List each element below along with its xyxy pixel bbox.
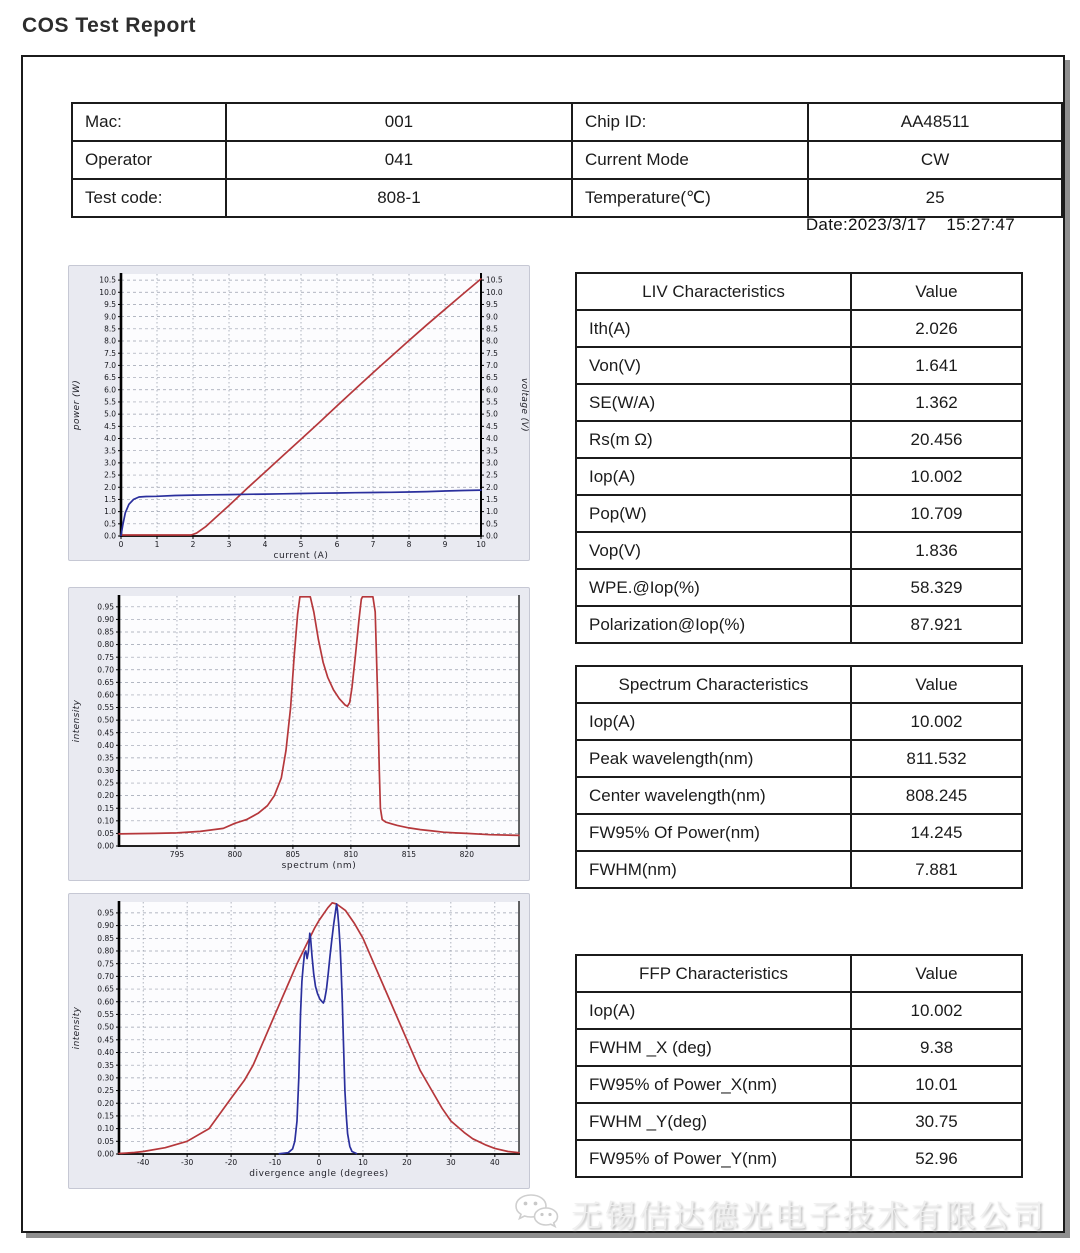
characteristic-label: Von(V) [576, 347, 851, 384]
table-row [576, 992, 1022, 1029]
characteristic-value: 14.245 [851, 814, 1022, 851]
svg-text:4.0: 4.0 [104, 434, 116, 444]
svg-text:0.05: 0.05 [97, 829, 114, 839]
svg-text:810: 810 [343, 850, 359, 859]
characteristic-label: Rs(m Ω) [576, 421, 851, 458]
svg-text:5.5: 5.5 [104, 397, 116, 407]
test-code-label: Test code: [72, 179, 226, 217]
svg-text:0.85: 0.85 [97, 627, 114, 637]
characteristic-value: 1.362 [851, 384, 1022, 421]
svg-text:1.5: 1.5 [486, 495, 498, 505]
svg-text:0.25: 0.25 [97, 1086, 114, 1096]
svg-text:30: 30 [446, 1158, 456, 1167]
svg-text:power (W): power (W) [72, 379, 82, 431]
svg-text:8.0: 8.0 [486, 336, 498, 346]
characteristic-value: 10.002 [851, 458, 1022, 495]
svg-text:4.5: 4.5 [104, 421, 116, 431]
table-row [576, 532, 1022, 569]
svg-text:9.5: 9.5 [486, 300, 498, 310]
svg-text:0.85: 0.85 [97, 933, 114, 943]
svg-text:795: 795 [169, 850, 185, 859]
svg-text:9.0: 9.0 [104, 312, 116, 322]
svg-text:0.15: 0.15 [97, 803, 114, 813]
liv-characteristics-table [575, 272, 1023, 644]
svg-text:5: 5 [298, 540, 304, 549]
svg-text:5.0: 5.0 [104, 409, 116, 419]
svg-text:0.05: 0.05 [97, 1136, 114, 1146]
svg-text:0.70: 0.70 [97, 665, 114, 675]
table-row [576, 495, 1022, 532]
characteristic-label: FWHM _Y(deg) [576, 1103, 851, 1140]
value-column-header: Value [851, 955, 1022, 992]
table-header-row [576, 666, 1022, 703]
table-row [72, 179, 1062, 217]
characteristic-value: 10.002 [851, 992, 1022, 1029]
test-code-value: 808-1 [226, 179, 572, 217]
svg-text:0.20: 0.20 [97, 791, 114, 801]
svg-text:0.50: 0.50 [97, 715, 114, 725]
characteristic-label: FW95% of Power_X(nm) [576, 1066, 851, 1103]
svg-text:2: 2 [190, 540, 196, 549]
svg-text:voltage (V): voltage (V) [519, 377, 529, 433]
svg-text:0: 0 [316, 1158, 322, 1167]
svg-text:8.0: 8.0 [104, 336, 116, 346]
characteristic-value: 10.002 [851, 703, 1022, 740]
svg-text:9: 9 [442, 540, 448, 549]
svg-text:0.60: 0.60 [97, 997, 114, 1007]
svg-text:8.5: 8.5 [104, 324, 116, 334]
svg-text:0.0: 0.0 [104, 531, 116, 541]
table-header-row [576, 273, 1022, 310]
svg-text:0.35: 0.35 [97, 1060, 114, 1070]
svg-text:5.0: 5.0 [486, 409, 498, 419]
svg-text:3: 3 [226, 540, 232, 549]
svg-text:1.0: 1.0 [486, 507, 498, 517]
spectrum-chart-svg [69, 588, 529, 880]
current-mode-value: CW [808, 141, 1062, 179]
table-row [576, 569, 1022, 606]
characteristic-value: 30.75 [851, 1103, 1022, 1140]
svg-text:6.0: 6.0 [104, 385, 116, 395]
characteristic-value: 1.836 [851, 532, 1022, 569]
svg-text:0.75: 0.75 [97, 959, 114, 969]
svg-text:7.0: 7.0 [486, 360, 498, 370]
value-column-header: Value [851, 666, 1022, 703]
characteristic-label: SE(W/A) [576, 384, 851, 421]
ffp-characteristics-table [575, 954, 1023, 1178]
characteristic-value: 808.245 [851, 777, 1022, 814]
table-row [576, 1029, 1022, 1066]
svg-text:815: 815 [401, 850, 417, 859]
svg-text:10.5: 10.5 [486, 275, 503, 285]
svg-text:-10: -10 [268, 1158, 282, 1167]
table-row [576, 740, 1022, 777]
svg-text:0.5: 0.5 [104, 519, 116, 529]
operator-label: Operator [72, 141, 226, 179]
svg-text:4.0: 4.0 [486, 434, 498, 444]
table-row [576, 606, 1022, 643]
svg-text:8.5: 8.5 [486, 324, 498, 334]
svg-text:0.70: 0.70 [97, 971, 114, 981]
svg-text:0.80: 0.80 [97, 640, 114, 650]
svg-text:0.25: 0.25 [97, 778, 114, 788]
svg-text:10.0: 10.0 [486, 287, 503, 297]
svg-text:40: 40 [490, 1158, 500, 1167]
svg-text:2.0: 2.0 [486, 482, 498, 492]
page-title: COS Test Report [22, 14, 196, 37]
svg-text:0.55: 0.55 [97, 703, 114, 713]
svg-text:5.5: 5.5 [486, 397, 498, 407]
characteristic-value: 20.456 [851, 421, 1022, 458]
svg-text:10.0: 10.0 [99, 287, 116, 297]
svg-text:7.0: 7.0 [104, 360, 116, 370]
svg-text:0.75: 0.75 [97, 652, 114, 662]
current-mode-label: Current Mode [572, 141, 808, 179]
svg-text:0.5: 0.5 [486, 519, 498, 529]
liv-chart [68, 265, 530, 561]
svg-text:10: 10 [358, 1158, 368, 1167]
table-row [72, 103, 1062, 141]
svg-text:4: 4 [262, 540, 268, 549]
svg-text:10.5: 10.5 [99, 275, 116, 285]
svg-text:9.5: 9.5 [104, 300, 116, 310]
svg-text:9.0: 9.0 [486, 312, 498, 322]
table-row [576, 458, 1022, 495]
characteristic-label: FWHM(nm) [576, 851, 851, 888]
svg-text:3.0: 3.0 [104, 458, 116, 468]
svg-text:820: 820 [459, 850, 474, 859]
value-column-header: Value [851, 273, 1022, 310]
spectrum-characteristics-table [575, 665, 1023, 889]
temperature-label: Temperature(℃) [572, 179, 808, 217]
svg-text:0.10: 0.10 [97, 1124, 114, 1134]
svg-text:0.50: 0.50 [97, 1022, 114, 1032]
svg-text:1: 1 [154, 540, 160, 549]
svg-text:intensity: intensity [72, 699, 82, 743]
svg-text:6.5: 6.5 [104, 373, 116, 383]
characteristic-label: Polarization@Iop(%) [576, 606, 851, 643]
svg-text:6.0: 6.0 [486, 385, 498, 395]
svg-text:-40: -40 [137, 1158, 150, 1167]
characteristic-value: 811.532 [851, 740, 1022, 777]
characteristic-value: 58.329 [851, 569, 1022, 606]
operator-value: 041 [226, 141, 572, 179]
svg-text:0.95: 0.95 [97, 908, 114, 918]
report-border-box [21, 55, 1065, 1233]
svg-text:7.5: 7.5 [486, 348, 498, 358]
characteristic-label: FW95% Of Power(nm) [576, 814, 851, 851]
characteristics-column-header: Spectrum Characteristics [576, 666, 851, 703]
characteristics-column-header: FFP Characteristics [576, 955, 851, 992]
svg-text:0.0: 0.0 [486, 531, 498, 541]
svg-text:2.0: 2.0 [104, 482, 116, 492]
svg-text:4.5: 4.5 [486, 421, 498, 431]
spectrum-chart [68, 587, 530, 881]
svg-text:10: 10 [476, 540, 486, 549]
chip-id-label: Chip ID: [572, 103, 808, 141]
svg-text:0.45: 0.45 [97, 1035, 114, 1045]
svg-text:0.90: 0.90 [97, 921, 114, 931]
svg-text:-20: -20 [224, 1158, 238, 1167]
characteristic-value: 9.38 [851, 1029, 1022, 1066]
characteristic-value: 1.641 [851, 347, 1022, 384]
svg-text:0.60: 0.60 [97, 690, 114, 700]
svg-text:0.15: 0.15 [97, 1111, 114, 1121]
ffp-chart-svg [69, 894, 529, 1188]
mac-value: 001 [226, 103, 572, 141]
svg-text:0.30: 0.30 [97, 766, 114, 776]
svg-text:0.10: 0.10 [97, 816, 114, 826]
svg-text:6: 6 [334, 540, 340, 549]
svg-text:805: 805 [285, 850, 301, 859]
characteristics-column-header: LIV Characteristics [576, 273, 851, 310]
characteristic-label: Iop(A) [576, 992, 851, 1029]
table-row [576, 1066, 1022, 1103]
svg-text:0.35: 0.35 [97, 753, 114, 763]
svg-text:0.90: 0.90 [97, 615, 114, 625]
svg-text:20: 20 [402, 1158, 412, 1167]
svg-text:0.00: 0.00 [97, 1149, 114, 1159]
svg-text:0.40: 0.40 [97, 1048, 114, 1058]
table-row [576, 347, 1022, 384]
svg-text:divergence angle (degrees): divergence angle (degrees) [249, 1169, 389, 1179]
table-row [576, 814, 1022, 851]
mac-label: Mac: [72, 103, 226, 141]
svg-text:0.00: 0.00 [97, 841, 114, 851]
svg-text:0.80: 0.80 [97, 946, 114, 956]
svg-text:-30: -30 [181, 1158, 194, 1167]
svg-text:2.5: 2.5 [104, 470, 116, 480]
characteristic-label: FWHM _X (deg) [576, 1029, 851, 1066]
svg-text:0: 0 [118, 540, 124, 549]
table-row [72, 141, 1062, 179]
svg-text:0.45: 0.45 [97, 728, 114, 738]
characteristic-value: 87.921 [851, 606, 1022, 643]
svg-text:0.20: 0.20 [97, 1098, 114, 1108]
liv-chart-svg [69, 266, 529, 560]
svg-text:0.55: 0.55 [97, 1010, 114, 1020]
table-header-row [576, 955, 1022, 992]
characteristic-value: 10.01 [851, 1066, 1022, 1103]
characteristic-label: Center wavelength(nm) [576, 777, 851, 814]
svg-text:0.30: 0.30 [97, 1073, 114, 1083]
characteristic-label: Ith(A) [576, 310, 851, 347]
table-row [576, 703, 1022, 740]
svg-text:7: 7 [370, 540, 376, 549]
table-row [576, 384, 1022, 421]
company-name: 无锡佶达德光电子技术有限公司 [571, 1198, 1047, 1234]
svg-text:0.65: 0.65 [97, 677, 114, 687]
temperature-value: 25 [808, 179, 1062, 217]
wechat-icon [511, 1191, 561, 1235]
svg-text:0.40: 0.40 [97, 740, 114, 750]
svg-text:intensity: intensity [72, 1006, 82, 1050]
characteristic-label: Pop(W) [576, 495, 851, 532]
characteristic-value: 2.026 [851, 310, 1022, 347]
svg-text:1.0: 1.0 [104, 507, 116, 517]
svg-text:3.5: 3.5 [486, 446, 498, 456]
characteristic-label: Iop(A) [576, 703, 851, 740]
characteristic-value: 52.96 [851, 1140, 1022, 1177]
table-row [576, 310, 1022, 347]
characteristic-label: Iop(A) [576, 458, 851, 495]
svg-text:800: 800 [227, 850, 243, 859]
report-date: Date:2023/3/17 15:27:47 [805, 215, 1015, 234]
characteristic-label: WPE.@Iop(%) [576, 569, 851, 606]
characteristic-value: 7.881 [851, 851, 1022, 888]
svg-text:0.65: 0.65 [97, 984, 114, 994]
svg-text:spectrum (nm): spectrum (nm) [281, 861, 357, 871]
table-row [576, 851, 1022, 888]
svg-text:8: 8 [406, 540, 412, 549]
characteristic-value: 10.709 [851, 495, 1022, 532]
company-footer [511, 1185, 1047, 1241]
table-row [576, 777, 1022, 814]
table-row [576, 421, 1022, 458]
ffp-chart [68, 893, 530, 1189]
svg-text:current (A): current (A) [273, 551, 329, 560]
chip-id-value: AA48511 [808, 103, 1062, 141]
header-info-table [71, 102, 1063, 218]
svg-text:7.5: 7.5 [104, 348, 116, 358]
svg-text:3.0: 3.0 [486, 458, 498, 468]
characteristic-label: Vop(V) [576, 532, 851, 569]
svg-text:3.5: 3.5 [104, 446, 116, 456]
svg-text:6.5: 6.5 [486, 373, 498, 383]
characteristic-label: FW95% of Power_Y(nm) [576, 1140, 851, 1177]
svg-text:1.5: 1.5 [104, 495, 116, 505]
table-row [576, 1103, 1022, 1140]
svg-text:0.95: 0.95 [97, 602, 114, 612]
svg-text:2.5: 2.5 [486, 470, 498, 480]
table-row [576, 1140, 1022, 1177]
characteristic-label: Peak wavelength(nm) [576, 740, 851, 777]
